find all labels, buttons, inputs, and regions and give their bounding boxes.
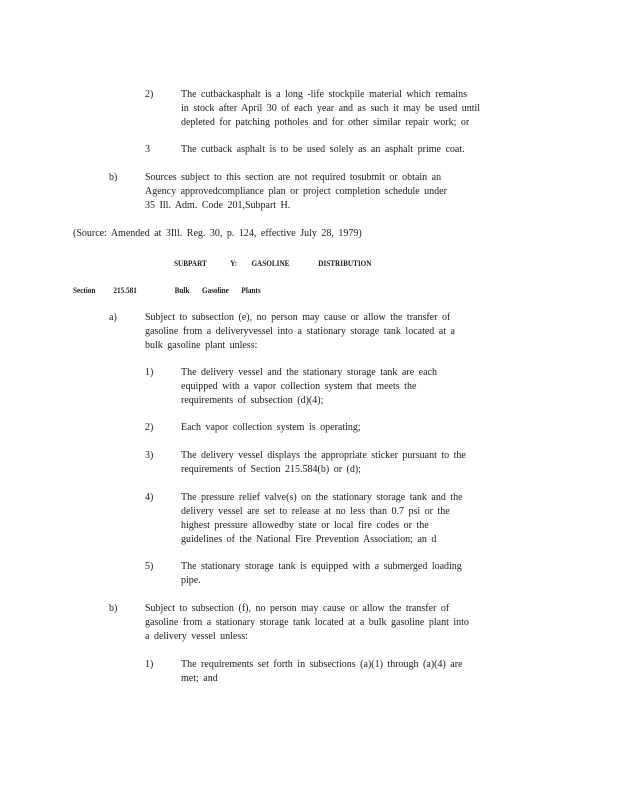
subpart-word: GASOLINE [251,259,290,268]
source-note: (Source: Amended at 3Ill. Reg. 30, p. 124, effective July 28, 1979) [73,228,362,239]
item-text: The delivery vessel displays the appropriate sticker pursuant to the requirements of Section 215.584(b) or (d); [181,450,466,475]
paragraph-number: a) [109,312,117,323]
section-label: Section [73,286,96,295]
paragraph-number: b) [109,603,118,614]
item-number: 1) [145,367,154,378]
item-text: The requirements set forth in subsections (a)(1) through (a)(4) are met; and [181,659,463,684]
item-text: The cutback asphalt is to be used solely as an asphalt prime coat. [181,144,465,155]
item-number: 2) [145,89,154,100]
section-title-word: Gasoline [202,286,229,295]
section-heading [73,284,261,298]
section-title-word: Plants [241,286,261,295]
item-text: The cutbackasphalt is a long -life stockpile material which remains in stock after April 30 of each year and as such it may be used until depleted for patching potholes and for other similar repair work; or [181,89,481,128]
paragraph-text: Sources subject to this section are not required tosubmit or obtain an Agency approvedcompliance plan or project completion schedule under 35 Ill. Adm. Code 201,Subpart H. [145,172,447,211]
item-number: 2) [145,422,154,433]
subpart-label: SUBPART [174,259,207,268]
subpart-word: DISTRIBUTION [318,259,372,268]
section-number: 215.581 [113,286,137,295]
paragraph-text: Subject to subsection (e), no person may cause or allow the transfer of gasoline from a deliveryvessel into a stationary storage tank located at a bulk gasoline plant unless: [145,312,455,351]
paragraph-number: b) [109,172,118,183]
item-number: 4) [145,492,154,503]
item-number: 3 [145,144,150,155]
item-text: The delivery vessel and the stationary storage tank are each equipped with a vapor collection system that meets the requirements of subsection (d)(4); [181,367,437,406]
subpart-letter: Y: [230,259,238,268]
item-number: 3) [145,450,154,461]
item-number: 5) [145,561,154,572]
paragraph-text: Subject to subsection (f), no person may cause or allow the transfer of gasoline from a stationary storage tank located at a bulk gasoline plant into a delivery vessel unless: [145,603,469,642]
item-text: The stationary storage tank is equipped with a submerged loading pipe. [181,561,462,586]
subpart-heading [174,257,371,271]
item-text: Each vapor collection system is operating; [181,422,361,433]
item-number: 1) [145,659,154,670]
section-title-word: Bulk [174,286,190,295]
item-text: The pressure relief valve(s) on the stationary storage tank and the delivery vessel are set to release at no less than 0.7 psi or the highest pressure allowedby state or local fire codes or the guidelines of the National Fire Prevention Association; an d [181,492,463,545]
